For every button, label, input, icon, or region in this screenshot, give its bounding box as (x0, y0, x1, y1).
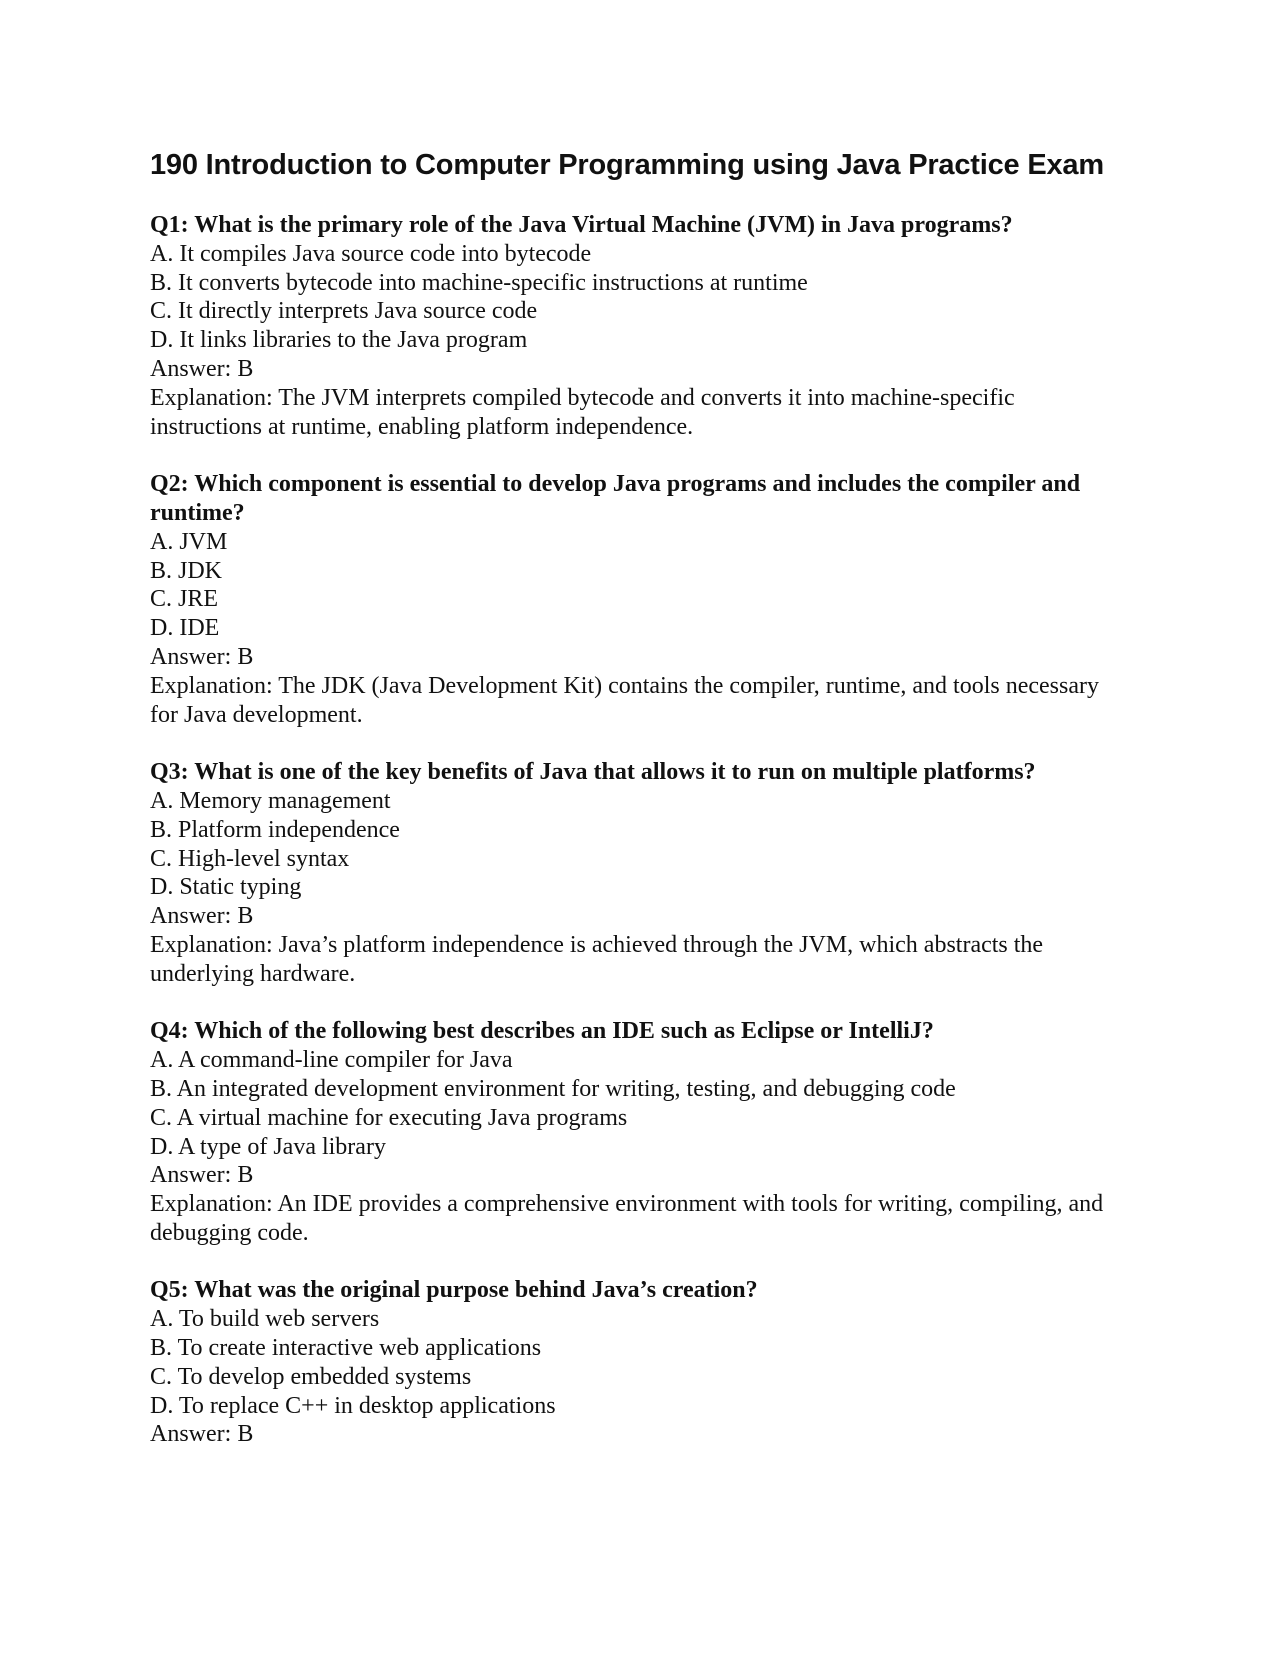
question-block (150, 1276, 1130, 1449)
question-prompt: Q3: What is one of the key benefits of Java that allows it to run on multiple platforms? (150, 759, 1036, 786)
option-b: B. Platform independence (150, 816, 400, 843)
page-title: 190 Introduction to Computer Programming using Java Practice Exam (150, 149, 1104, 181)
option-b: B. To create interactive web applications (150, 1335, 542, 1362)
option-b: B. JDK (150, 557, 223, 584)
exam-page (150, 147, 1130, 1478)
question-block (150, 470, 1130, 729)
option-c: C. To develop embedded systems (150, 1363, 472, 1390)
answer-line: Answer: B (150, 355, 254, 382)
answer-line: Answer: B (150, 1162, 254, 1189)
option-a: A. Memory management (150, 787, 391, 814)
question-prompt: Q4: Which of the following best describes an IDE such as Eclipse or IntelliJ? (150, 1018, 934, 1045)
answer-line: Answer: B (150, 903, 254, 930)
explanation-text: Explanation: The JDK (Java Development Kit) contains the compiler, runtime, and tools necessary for Java development. (150, 672, 1100, 728)
option-d: D. A type of Java library (150, 1133, 386, 1160)
option-a: A. It compiles Java source code into bytecode (150, 240, 592, 267)
option-c: C. A virtual machine for executing Java programs (150, 1104, 628, 1131)
explanation-text: Explanation: Java’s platform independence is achieved through the JVM, which abstracts the underlying hardware. (150, 931, 1044, 987)
option-a: A. To build web servers (150, 1306, 380, 1333)
question-prompt: Q5: What was the original purpose behind Java’s creation? (150, 1277, 758, 1304)
question-block (150, 758, 1130, 988)
explanation-text: Explanation: An IDE provides a comprehensive environment with tools for writing, compiling, and debugging code. (150, 1191, 1104, 1246)
question-prompt: Q2: Which component is essential to develop Java programs and includes the compiler and runtime? (150, 471, 1081, 526)
option-d: D. Static typing (150, 874, 302, 901)
question-prompt: Q1: What is the primary role of the Java Virtual Machine (JVM) in Java programs? (150, 212, 1013, 238)
explanation-text: Explanation: The JVM interprets compiled bytecode and converts it into machine-specific instructions at runtime, enabling platform independence. (150, 384, 1015, 440)
option-a: A. A command-line compiler for Java (150, 1047, 513, 1074)
option-a: A. JVM (150, 528, 228, 555)
question-block (150, 211, 1130, 441)
option-b: B. It converts bytecode into machine-specific instructions at runtime (150, 269, 808, 296)
option-c: C. It directly interprets Java source code (150, 298, 538, 325)
option-d: D. IDE (150, 615, 220, 642)
option-b: B. An integrated development environment for writing, testing, and debugging code (150, 1075, 956, 1102)
option-c: C. High-level syntax (150, 845, 350, 872)
question-block (150, 1017, 1130, 1247)
answer-line: Answer: B (150, 643, 254, 670)
answer-line: Answer: B (150, 1421, 254, 1448)
option-d: D. To replace C++ in desktop applications (150, 1392, 556, 1419)
option-d: D. It links libraries to the Java program (150, 327, 528, 354)
option-c: C. JRE (150, 586, 219, 613)
